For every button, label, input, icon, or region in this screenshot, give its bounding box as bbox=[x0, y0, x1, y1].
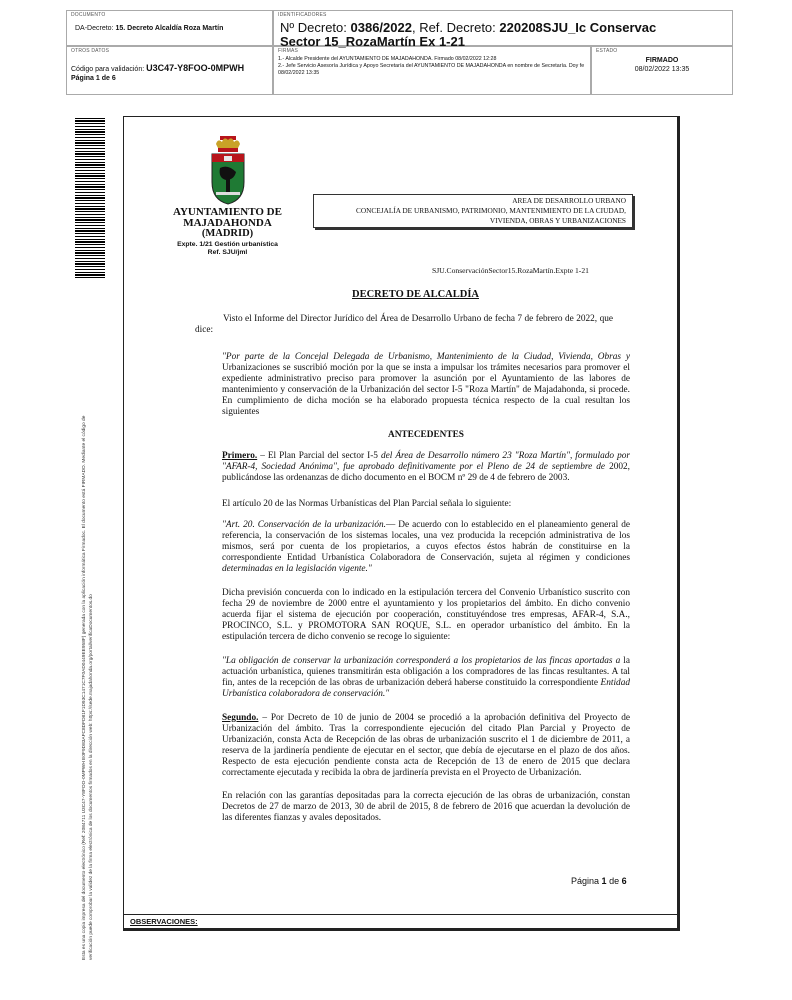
validation-code: Código para validación: U3C47-Y8FOO-0MPWH bbox=[71, 63, 245, 73]
org-line-2: MAJADAHONDA bbox=[183, 217, 272, 229]
primero-paragraph: Primero. – El Plan Parcial del sector I-5 del Área de Desarrollo número 23 "Roza Martín", formulado por "AFAR-4, Sociedad Anónima", fue aprobado definitivamente por el Pleno de 24 de septiembre de 2002, publicándose las ordenanzas de dicho documento en el BOCM nº 29 de 4 de febrero de 2003. bbox=[222, 451, 630, 483]
antecedentes-heading: ANTECEDENTES bbox=[388, 430, 464, 440]
segundo-paragraph: Segundo. – Por Decreto de 10 de junio de 2004 se procedió a la aprobación definitiva del Proyecto de Urbanización del ámbito. Tras la correspondiente ejecución del citado Plan Parcial y Proyecto de Urbanización, consta Acta de Recepción de las obras de urbanización suscrito el 1 de diciembre de 2011, a reserva de la jardinería pendiente de ejecutar en el sector, que debía de ejecutarse en el plazo de dos años. Respecto de esta ejecución pendiente consta acta de Recepción de 13 de enero de 2015 que declara correctamente ejecutada y recibida la obra de jardinería prevista en el Proyecto de Urbanización. bbox=[222, 713, 630, 778]
file-reference: SJU.ConservaciónSector15.RozaMartín.Expte 1-21 bbox=[432, 266, 589, 275]
convenio-paragraph: Dicha previsión concuerda con lo indicado en la estipulación tercera del Convenio Urbanístico suscrito con fecha 29 de noviembre de 2000 entre el ayuntamiento y los propietarios del ámbito. En dicho convenio acuerda fijar el sistema de ejecución por cooperación, constituyéndose tres empresas, AFAR-4, S.A., PROCINCO, S.L. y PROMOTORA SAN ROQUE, S.L. en operador urbanístico del ámbito. En la estipulación tercera de dicho convenio se recoge lo siguiente: bbox=[222, 588, 630, 642]
signature-1: 1.- Alcalde Presidente del AYUNTAMIENTO DE MAJADAHONDA. Firmado 08/02/2022 12:28 bbox=[278, 56, 497, 62]
intro-paragraph: Visto el Informe del Director Jurídico del Área de Desarrollo Urbano de fecha 7 de febrero de 2022, que dice: bbox=[195, 314, 613, 335]
verification-side-text: Esta es una copia impresa del documento electrónico (Ref: 2084711 U3C47-Y8FOO-0MPWH E0F9D83AFC8DFD81F1D93C1471C7F0AD0449EE958F) generada con la aplicación informática Firmadoc. El documento está FIRMADO. Mediante el código de verificación puede comprobar la validez de la firma electrónica de los documentos firmados en la dirección web: https://sede.majadahonda.org/portal/verificaDocumentos.do bbox=[82, 415, 94, 960]
document-name: DA-Decreto: 15. Decreto Alcaldía Roza Martín bbox=[75, 25, 224, 32]
signature-2: 2.- Jefe Servicio Asesoría Jurídica y Apoyo Secretaría del AYUNTAMIENTO DE MAJADAHONDA en nombre de Secretaría. Doy fe 08/02/2022 13:35 bbox=[278, 63, 585, 76]
coat-of-arms-icon bbox=[204, 134, 252, 206]
identifiers-box bbox=[273, 10, 733, 49]
barcode bbox=[75, 118, 105, 280]
status-box bbox=[591, 46, 733, 95]
art20-quote: "Art. 20. Conservación de la urbanización.— De acuerdo con lo establecido en el planeamiento general de referencia, la conservación de los sistemas locales, una vez producida la recepción administrativa de los mismos, será por cuenta de los propietarios, a cuyos efectos éstos habrán de constituirse en la correspondiente Entidad Urbanística Colaboradora de Conservación, sujeta al régimen y condiciones determinadas en la legislación vigente." bbox=[222, 520, 630, 574]
signatures-caption: FIRMAS bbox=[278, 48, 299, 54]
quote-2: "La obligación de conservar la urbanización corresponderá a los propietarios de las fincas aportadas a la actuación urbanística, quienes transmitirán esta obligación a los compradores de las fincas resultantes. A tal fin, antes de la recepción de las obras de urbanización deberá haberse constituido la correspondiente Entidad Urbanística colaboradora de conservación." bbox=[222, 656, 630, 699]
ref: Ref. SJU/jml bbox=[207, 249, 248, 256]
status-badge: FIRMADO bbox=[645, 57, 679, 64]
quote-1: "Por parte de la Concejal Delegada de Urbanismo, Mantenimiento de la Ciudad, Vivienda, Obras y Urbanizaciones se suscribió moción por la que se insta a impulsar los trámites necesarios para promover el expediente administrativo preciso para promover la asunción por el Ayuntamiento de las labores de mantenimiento y conservación de la Urbanización del sector I-5 "Roza Martín" de Majadahonda, si procede. En cumplimiento de dicha moción se ha elaborado propuesta técnica respecto de la cual resultan los siguientes bbox=[222, 352, 630, 417]
page-title: DECRETO DE ALCALDÍA bbox=[352, 289, 479, 300]
status-caption: ESTADO bbox=[596, 48, 618, 54]
decree-number: Nº Decreto: 0386/2022, Ref. Decreto: 220208SJU_Ic Conservac Sector 15_RozaMartín Ex 1-21 bbox=[280, 20, 657, 49]
observations-label: OBSERVACIONES: bbox=[130, 917, 198, 926]
document-box bbox=[66, 10, 273, 46]
garantias-paragraph: En relación con las garantías depositadas para la correcta ejecución de las obras de urbanización, constan Decretos de 27 de marzo de 2013, 30 de abril de 2015, 8 de febrero de 2016 que acuerdan la devolución de las diferentes fianzas y avales depositados. bbox=[222, 791, 630, 823]
identifiers-caption: IDENTIFICADORES bbox=[278, 12, 327, 18]
document-caption: DOCUMENTO bbox=[71, 12, 106, 18]
page-number: Página 1 de 6 bbox=[571, 876, 627, 886]
observations-divider bbox=[124, 914, 677, 915]
expte: Expte. 1/21 Gestión urbanística bbox=[177, 241, 278, 248]
status-date: 08/02/2022 13:35 bbox=[634, 66, 690, 73]
area-box: AREA DE DESARROLLO URBANO CONCEJALÍA DE URBANISMO, PATRIMONIO, MANTENIMIENTO DE LA CIUDAD, VIVIENDA, OBRAS Y URBANIZACIONES bbox=[313, 194, 633, 228]
art20-intro: El artículo 20 de las Normas Urbanísticas del Plan Parcial señala lo siguiente: bbox=[222, 499, 512, 509]
other-data-box bbox=[66, 46, 273, 95]
org-line-1: AYUNTAMIENTO DE bbox=[173, 206, 282, 218]
page-info: Página 1 de 6 bbox=[71, 75, 116, 82]
org-line-3: (MADRID) bbox=[201, 228, 254, 239]
other-data-caption: OTROS DATOS bbox=[71, 48, 110, 54]
signatures-box bbox=[273, 46, 591, 95]
